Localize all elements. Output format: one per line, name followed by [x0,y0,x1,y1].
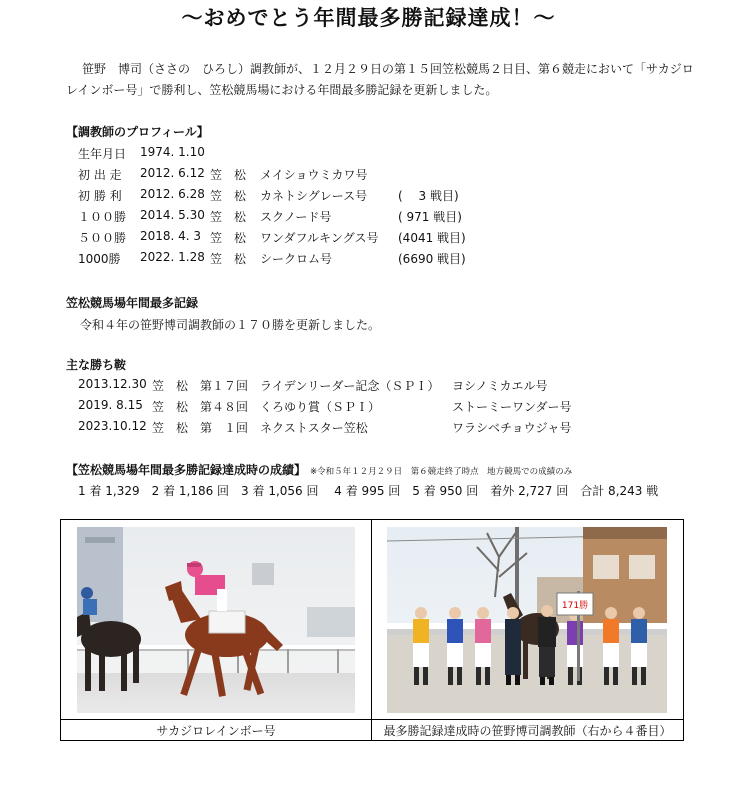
profile-horse: カネトシグレース号 [260,189,368,203]
record-text: 令和４年の笹野博司調教師の１７０勝を更新しました。 [80,318,381,332]
profile-date: 2018. 4. 3 [140,229,202,243]
win-race: くろゆり賞（ＳＰＩ） [260,400,381,414]
photo-table [60,519,684,741]
win-race: ネクストスター笠松 [260,421,368,435]
profile-label: 生年月日 [78,147,127,161]
win-round: 第４８回 [200,400,249,414]
profile-horse: メイショウミカワ号 [260,168,368,182]
win-round: 第１７回 [200,379,249,393]
profile-date: 2012. 6.28 [140,187,205,201]
profile-venue: 笠 松 [210,189,247,203]
win-venue: 笠 松 [152,379,189,393]
win-date: 2019. 8.15 [78,398,143,412]
stats-note: ※令和５年１２月２９日 第６競走終了時点 地方競馬での成績のみ [310,467,573,477]
right-caption: 最多勝記録達成時の笹野博司調教師（右から４番目） [383,724,672,738]
profile-label: ５００勝 [78,231,127,245]
table-divider [371,520,372,740]
group-photo [387,527,667,713]
win-date: 2013.12.30 [78,377,147,391]
page-title: 〜おめでとう年間最多勝記録達成！〜 [181,6,556,30]
profile-label: 初 出 走 [78,168,122,182]
profile-note: ( 3 戦目) [398,189,459,203]
profile-horse: シークロム号 [260,252,333,266]
profile-heading: 【調教師のプロフィール】 [66,125,209,139]
win-horse: ワラシベチョウジャ号 [452,421,572,435]
win-venue: 笠 松 [152,400,189,414]
profile-horse: ワンダフルキングス号 [260,231,379,245]
left-caption: サカジロレインボー号 [156,724,276,738]
sign-text: 171勝 [561,601,589,611]
stats-line: 1 着 1,329 2 着 1,186 回 3 着 1,056 回 4 着 995 回 5 着 950 回 着外 2,727 回 合計 8,243 戦 [78,484,659,498]
stats-heading [66,461,572,478]
wins-heading: 主な勝ち鞍 [66,358,127,372]
win-round: 第 １回 [200,421,249,435]
win-horse: ストーミーワンダー号 [452,400,572,414]
profile-venue: 笠 松 [210,252,247,266]
profile-horse: スクノード号 [260,210,332,224]
stats-heading-text: 【笠松競馬場年間最多勝記録達成時の成績】 [66,463,307,477]
profile-venue: 笠 松 [210,231,247,245]
win-date: 2023.10.12 [78,419,147,433]
win-race: ライデンリーダー記念（ＳＰＩ） [260,379,440,393]
profile-venue: 笠 松 [210,168,247,182]
win-horse: ヨシノミカエル号 [452,379,548,393]
profile-venue: 笠 松 [210,210,247,224]
race-photo [77,527,355,713]
profile-date: 1974. 1.10 [140,145,205,159]
profile-note: (4041 戦目) [398,231,466,245]
profile-date: 2012. 6.12 [140,166,205,180]
profile-label: １００勝 [78,210,127,224]
profile-note: ( 971 戦目) [398,210,462,224]
profile-date: 2014. 5.30 [140,208,205,222]
profile-label: 1000勝 [78,252,121,266]
record-heading: 笠松競馬場年間最多記録 [66,296,199,310]
profile-note: (6690 戦目) [398,252,466,266]
table-divider [61,719,683,720]
intro-paragraph: 笹野 博司（ささの ひろし）調教師が、１２月２９日の第１５回笠松競馬２日目、第６競走において「サカジロレインボー号」で勝利し、笠松競馬場における年間最多勝記録を更新しました。 [66,62,694,97]
profile-label: 初 勝 利 [78,189,122,203]
profile-date: 2022. 1.28 [140,250,205,264]
win-venue: 笠 松 [152,421,189,435]
